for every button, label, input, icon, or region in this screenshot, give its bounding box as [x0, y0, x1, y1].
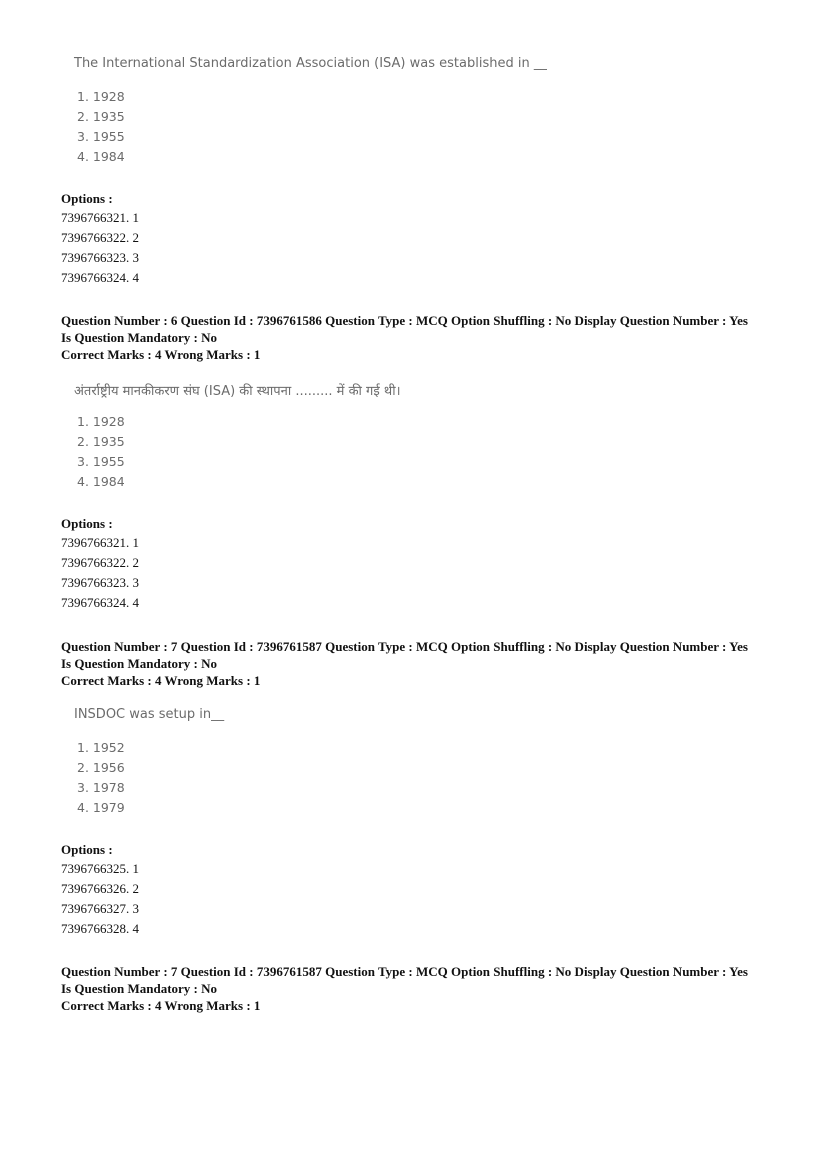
option-item: 7396766328. 4 [61, 921, 139, 936]
answer-choices [77, 738, 125, 818]
option-item: 7396766323. 3 [61, 250, 139, 265]
option-item: 7396766324. 4 [61, 270, 139, 285]
answer-choices [77, 87, 125, 167]
question-text: अंतर्राष्ट्रीय मानकीकरण संघ (ISA) की स्थापना ......... में की गई थी। [74, 384, 401, 399]
answer-choice: 2. 1935 [77, 434, 125, 449]
question-meta [61, 963, 748, 1014]
option-list [61, 533, 139, 613]
options-label: Options : [61, 516, 113, 531]
answer-choice: 1. 1952 [77, 740, 125, 755]
options-label: Options : [61, 842, 113, 857]
answer-choice: 1. 1928 [77, 89, 125, 104]
question-text: The International Standardization Association (ISA) was established in __ [74, 56, 547, 71]
answer-choice: 4. 1979 [77, 800, 125, 815]
answer-choice: 3. 1978 [77, 780, 125, 795]
option-list [61, 859, 139, 939]
question-marks-line: Correct Marks : 4 Wrong Marks : 1 [61, 998, 261, 1013]
answer-choice: 4. 1984 [77, 474, 125, 489]
option-item: 7396766327. 3 [61, 901, 139, 916]
answer-choice: 4. 1984 [77, 149, 125, 164]
answer-choice: 2. 1956 [77, 760, 125, 775]
question-meta-line: Question Number : 7 Question Id : 7396761587 Question Type : MCQ Option Shuffling : No Display Question Number : Yes [61, 639, 748, 654]
question-mandatory-line: Is Question Mandatory : No [61, 981, 218, 996]
option-item: 7396766321. 1 [61, 535, 139, 550]
answer-choice: 3. 1955 [77, 129, 125, 144]
option-item: 7396766325. 1 [61, 861, 139, 876]
question-marks-line: Correct Marks : 4 Wrong Marks : 1 [61, 347, 261, 362]
option-list [61, 208, 139, 288]
option-item: 7396766321. 1 [61, 210, 139, 225]
answer-choice: 2. 1935 [77, 109, 125, 124]
question-mandatory-line: Is Question Mandatory : No [61, 656, 218, 671]
answer-choice: 1. 1928 [77, 414, 125, 429]
question-meta [61, 638, 748, 689]
question-marks-line: Correct Marks : 4 Wrong Marks : 1 [61, 673, 261, 688]
answer-choices [77, 412, 125, 492]
option-item: 7396766324. 4 [61, 595, 139, 610]
answer-choice: 3. 1955 [77, 454, 125, 469]
question-meta [61, 312, 748, 363]
option-item: 7396766322. 2 [61, 555, 139, 570]
option-item: 7396766326. 2 [61, 881, 139, 896]
question-meta-line: Question Number : 6 Question Id : 7396761586 Question Type : MCQ Option Shuffling : No Display Question Number : Yes [61, 313, 748, 328]
option-item: 7396766322. 2 [61, 230, 139, 245]
question-meta-line: Question Number : 7 Question Id : 7396761587 Question Type : MCQ Option Shuffling : No Display Question Number : Yes [61, 964, 748, 979]
options-label: Options : [61, 191, 113, 206]
option-item: 7396766323. 3 [61, 575, 139, 590]
question-mandatory-line: Is Question Mandatory : No [61, 330, 218, 345]
question-text: INSDOC was setup in__ [74, 707, 225, 722]
